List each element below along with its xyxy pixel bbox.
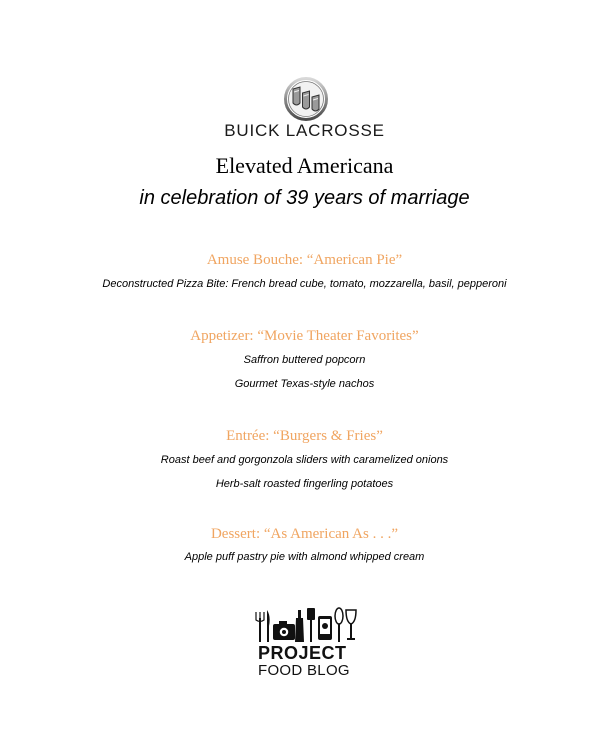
dish-item: Roast beef and gorgonzola sliders with caramelized onions bbox=[160, 454, 449, 466]
course-heading-appetizer: Appetizer: “Movie Theater Favorites” bbox=[190, 328, 419, 344]
course-heading-amuse-bouche: Amuse Bouche: “American Pie” bbox=[206, 252, 403, 268]
menu-title: Elevated Americana bbox=[215, 153, 394, 178]
project-food-blog-logo-icon bbox=[253, 604, 359, 644]
buick-logo-icon bbox=[283, 77, 329, 121]
footer-logo-line2: FOOD BLOG bbox=[258, 662, 350, 679]
course-heading-entree: Entrée: “Burgers & Fries” bbox=[226, 428, 383, 444]
dish-item: Saffron buttered popcorn bbox=[243, 354, 366, 366]
menu-subtitle: in celebration of 39 years of marriage bbox=[139, 187, 470, 209]
dish-item: Deconstructed Pizza Bite: French bread cube, tomato, mozzarella, basil, pepperoni bbox=[102, 278, 507, 290]
footer-logo-line1: PROJECT bbox=[258, 643, 347, 663]
dish-item: Herb-salt roasted fingerling potatoes bbox=[215, 478, 394, 490]
course-heading-dessert: Dessert: “As American As . . .” bbox=[210, 526, 399, 542]
dish-item: Gourmet Texas-style nachos bbox=[234, 378, 375, 390]
dish-item: Apple puff pastry pie with almond whipped cream bbox=[184, 551, 425, 563]
brand-name: BUICK LACROSSE bbox=[224, 121, 385, 140]
